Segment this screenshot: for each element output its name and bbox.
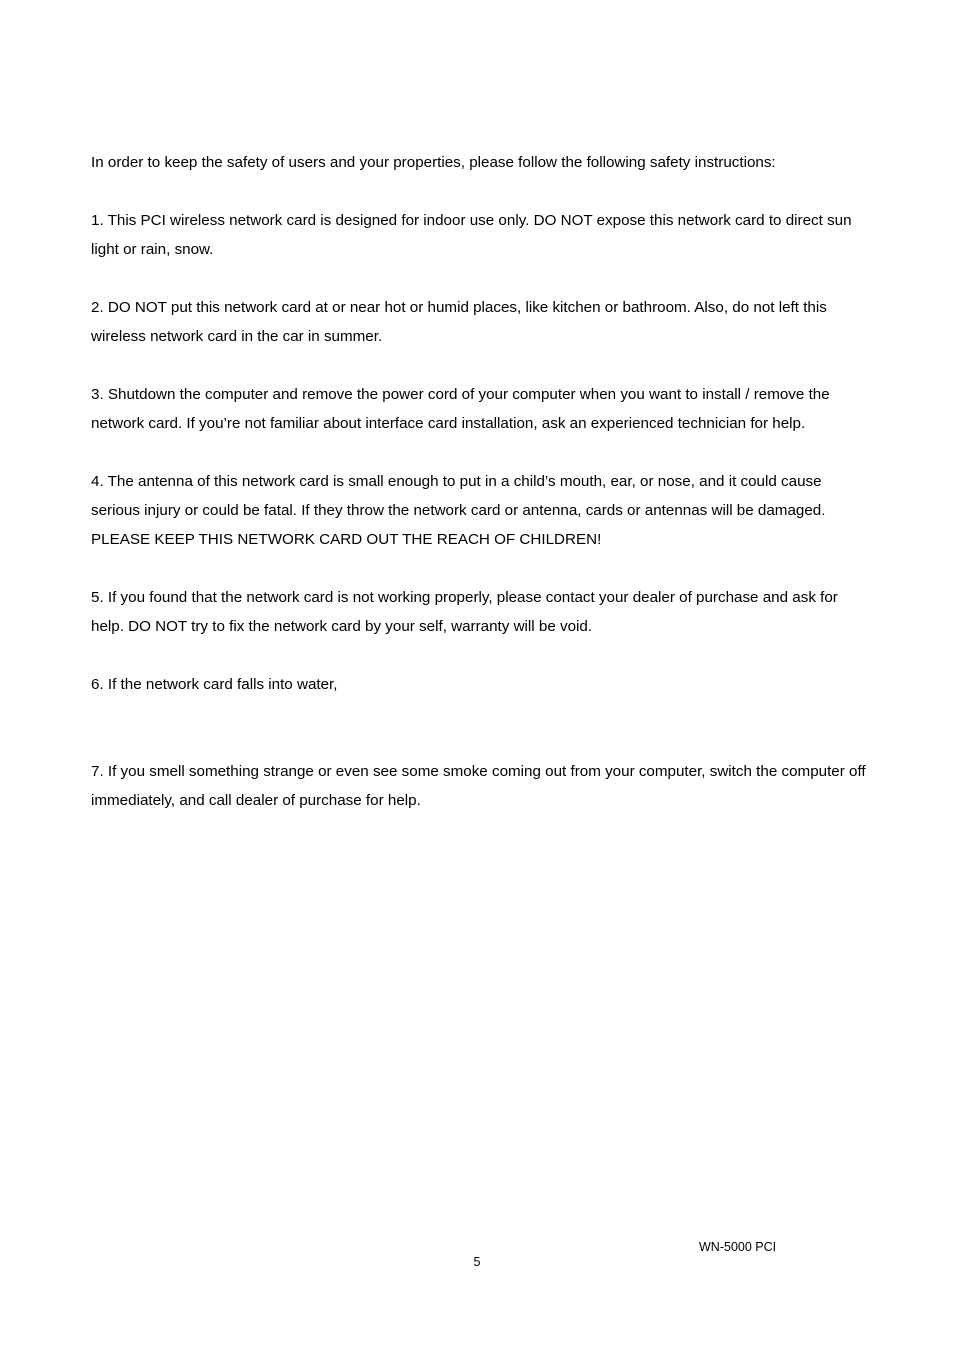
instruction-item-5: 5. If you found that the network card is not working properly, please contact your dealer of purchase and ask for help. DO NOT try to fix the network card by your self, warranty will be void.: [91, 589, 838, 635]
intro-paragraph: In order to keep the safety of users and your properties, please follow the following safety instructions:: [91, 154, 776, 171]
safety-instructions: [91, 148, 871, 844]
instruction-item-4: 4. The antenna of this network card is small enough to put in a child’s mouth, ear, or nose, and it could cause serious injury or could be fatal. If they throw the network card or antenna, cards or antennas will be damaged. PLEASE KEEP THIS NETWORK CARD OUT THE REACH OF CHILDREN!: [91, 473, 826, 548]
footer-model-label: WN-5000 PCI: [699, 1240, 777, 1254]
instruction-item-3: 3. Shutdown the computer and remove the power cord of your computer when you want to install / remove the network card. If you’re not familiar about interface card installation, ask an experienced technician for help.: [91, 386, 830, 432]
instruction-item-7: 7. If you smell something strange or even see some smoke coming out from your computer, switch the computer off immediately, and call dealer of purchase for help.: [91, 763, 866, 809]
instruction-item-1: 1. This PCI wireless network card is designed for indoor use only. DO NOT expose this network card to direct sun light or rain, snow.: [91, 212, 852, 258]
instruction-item-2: 2. DO NOT put this network card at or near hot or humid places, like kitchen or bathroom. Also, do not left this wireless network card in the car in summer.: [91, 299, 827, 345]
page-number: 5: [473, 1255, 481, 1269]
instruction-item-6: 6. If the network card falls into water,: [91, 676, 338, 693]
